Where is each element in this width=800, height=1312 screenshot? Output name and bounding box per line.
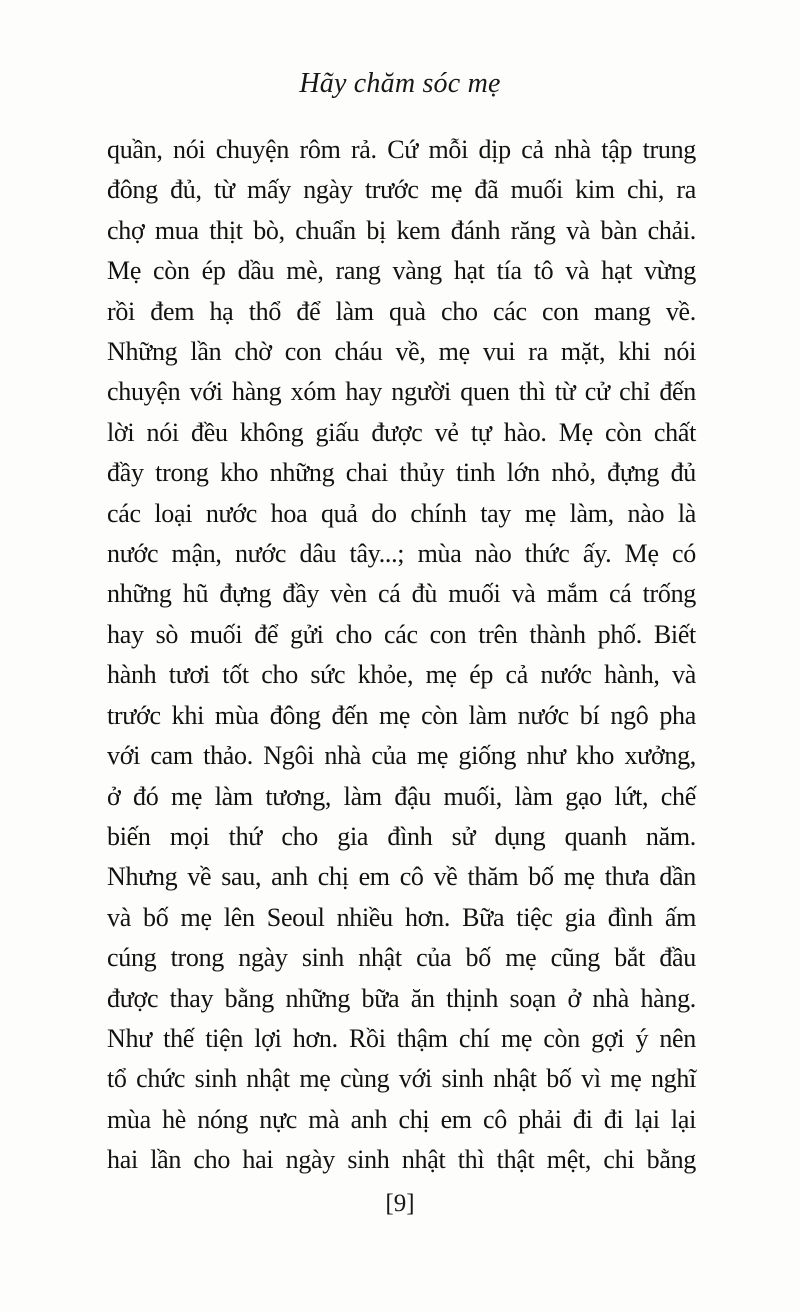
text-line: đông đủ, từ mấy ngày trước mẹ đã muối kim chi, ra (107, 175, 696, 205)
text-line: nước mận, nước dâu tây...; mùa nào thức ấy. Mẹ có (107, 539, 696, 569)
text-line: Nhưng về sau, anh chị em cô về thăm bố mẹ thưa dần (107, 862, 696, 892)
text-line: đầy trong kho những chai thủy tinh lớn nhỏ, đựng đủ (107, 458, 696, 488)
text-line: hay sò muối để gửi cho các con trên thành phố. Biết (107, 619, 696, 649)
text-line: và bố mẹ lên Seoul nhiều hơn. Bữa tiệc gia đình ấm (107, 902, 696, 932)
body-text-block (107, 130, 696, 1181)
page-number: [9] (385, 1190, 415, 1217)
text-line: hai lần cho hai ngày sinh nhật thì thật mệt, chi bằng (107, 1145, 696, 1175)
text-line: quần, nói chuyện rôm rả. Cứ mỗi dịp cả nhà tập trung (107, 135, 696, 164)
text-line: được thay bằng những bữa ăn thịnh soạn ở nhà hàng. (107, 983, 696, 1013)
running-header-title: Hãy chăm sóc mẹ (299, 68, 501, 99)
text-line: với cam thảo. Ngôi nhà của mẹ giống như kho xưởng, (107, 741, 696, 771)
text-line: biến mọi thứ cho gia đình sử dụng quanh năm. (107, 821, 696, 851)
text-line: Như thế tiện lợi hơn. Rồi thậm chí mẹ còn gợi ý nên (107, 1023, 696, 1053)
text-line: hành tươi tốt cho sức khỏe, mẹ ép cả nước hành, và (107, 660, 696, 690)
text-line: lời nói đều không giấu được vẻ tự hào. Mẹ còn chất (107, 417, 696, 447)
text-line: chợ mua thịt bò, chuẩn bị kem đánh răng và bàn chải. (107, 215, 696, 245)
text-line: chuyện với hàng xóm hay người quen thì từ cử chỉ đến (107, 377, 696, 407)
text-line: các loại nước hoa quả do chính tay mẹ làm, nào là (107, 498, 696, 528)
text-line: tổ chức sinh nhật mẹ cùng với sinh nhật bố vì mẹ nghĩ (107, 1064, 696, 1094)
text-line: trước khi mùa đông đến mẹ còn làm nước bí ngô pha (107, 700, 696, 730)
text-line: những hũ đựng đầy vèn cá đù muối và mắm cá trống (107, 579, 696, 609)
text-line: mùa hè nóng nực mà anh chị em cô phải đi đi lại lại (107, 1104, 696, 1134)
text-line: cúng trong ngày sinh nhật của bố mẹ cũng bắt đầu (107, 943, 696, 973)
text-line: Mẹ còn ép dầu mè, rang vàng hạt tía tô và hạt vừng (107, 256, 696, 286)
text-line: Những lần chờ con cháu về, mẹ vui ra mặt, khi nói (107, 337, 696, 367)
text-line: ở đó mẹ làm tương, làm đậu muối, làm gạo lứt, chế (107, 781, 696, 811)
text-line: rồi đem hạ thổ để làm quà cho các con mang về. (107, 296, 696, 326)
